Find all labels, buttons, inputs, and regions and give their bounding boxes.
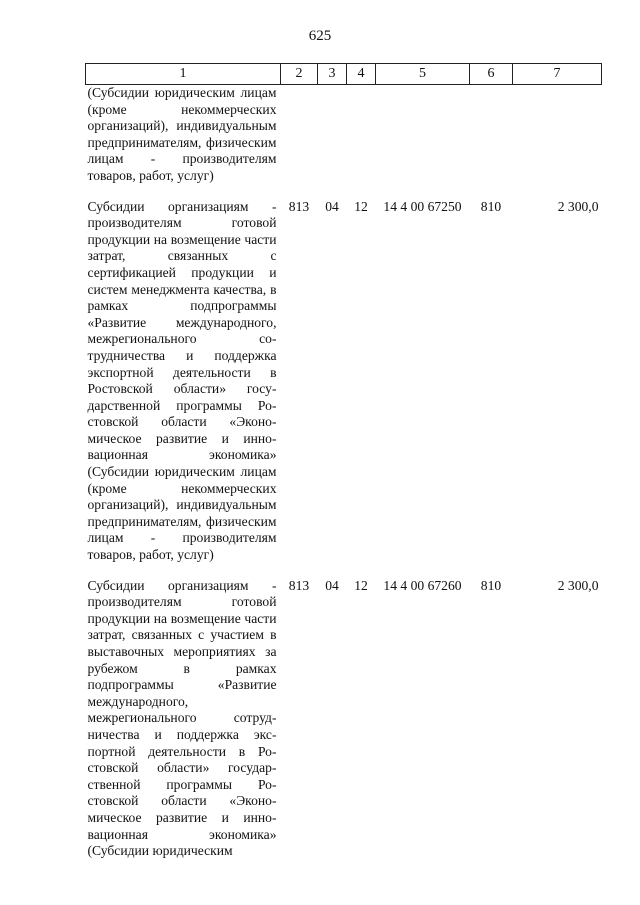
column-header-1: 1: [86, 64, 281, 85]
row-subsection-code: 12: [354, 577, 368, 593]
row-subsection-code: 12: [354, 198, 368, 214]
row-section-code: 04: [325, 577, 339, 593]
column-header-5: 5: [376, 64, 470, 85]
row-ministry-code: [281, 85, 318, 199]
table-row: [86, 85, 602, 199]
row-amount: 2 300,0: [557, 198, 599, 214]
row-amount: 2 300,0: [557, 577, 599, 593]
table-row: [86, 578, 602, 860]
row-target-article-code: 14 4 00 67260: [383, 577, 462, 593]
row-expense-type-code: [470, 85, 513, 199]
table-row: [86, 199, 602, 578]
row-expense-type-code: 810: [480, 577, 502, 593]
page-number: 625: [308, 28, 332, 44]
column-header-3: 3: [318, 64, 347, 85]
row-description: (Субсидии юридическим лицам (кроме некоммерческих организаций), индивидуальным предпринимателям, физическим лицам - производителям товаров, работ, услуг): [87, 85, 277, 183]
row-section-code: [318, 85, 347, 199]
column-header-2: 2: [281, 64, 318, 85]
row-target-article-code: 14 4 00 67250: [383, 198, 462, 214]
row-ministry-code: 813: [288, 198, 310, 214]
column-header-6: 6: [470, 64, 513, 85]
row-expense-type-code: 810: [480, 198, 502, 214]
table-header-row: [86, 64, 602, 85]
row-ministry-code: 813: [288, 577, 310, 593]
row-subsection-code: [347, 85, 376, 199]
row-description: Субсидии организациям - производителям готовой продукции на возмещение части затрат, связанных с сертификацией продукции и систем менеджмента качества, в рамках подпрограммы «Развитие международного, межрегионального сотрудничества и поддержка экспортной деятельности в Ростовской области» государственной программы Ростовской области «Экономическое развитие и инновационная экономика» (Субсидии юридическим лицам (кроме некоммерческих организаций), индивидуальным предпринимателям, физическим лицам - производителям товаров, работ, услуг): [87, 198, 277, 563]
row-description: Субсидии организациям - производителям готовой продукции на возмещение части затрат, связанных с участием в выставочных мероприятиях за рубежом в рамках подпрограммы «Развитие международного, межрегионального сотрудничества и поддержка экспортной деятельности в Ростовской области» государственной программы Ростовской области «Экономическое развитие и инновационная экономика» (Субсидии юридическим: [87, 577, 277, 859]
column-header-4: 4: [347, 64, 376, 85]
column-header-7: 7: [513, 64, 602, 85]
row-target-article-code: [376, 85, 470, 199]
row-amount: [513, 85, 602, 199]
budget-table: [85, 63, 602, 860]
row-section-code: 04: [325, 198, 339, 214]
